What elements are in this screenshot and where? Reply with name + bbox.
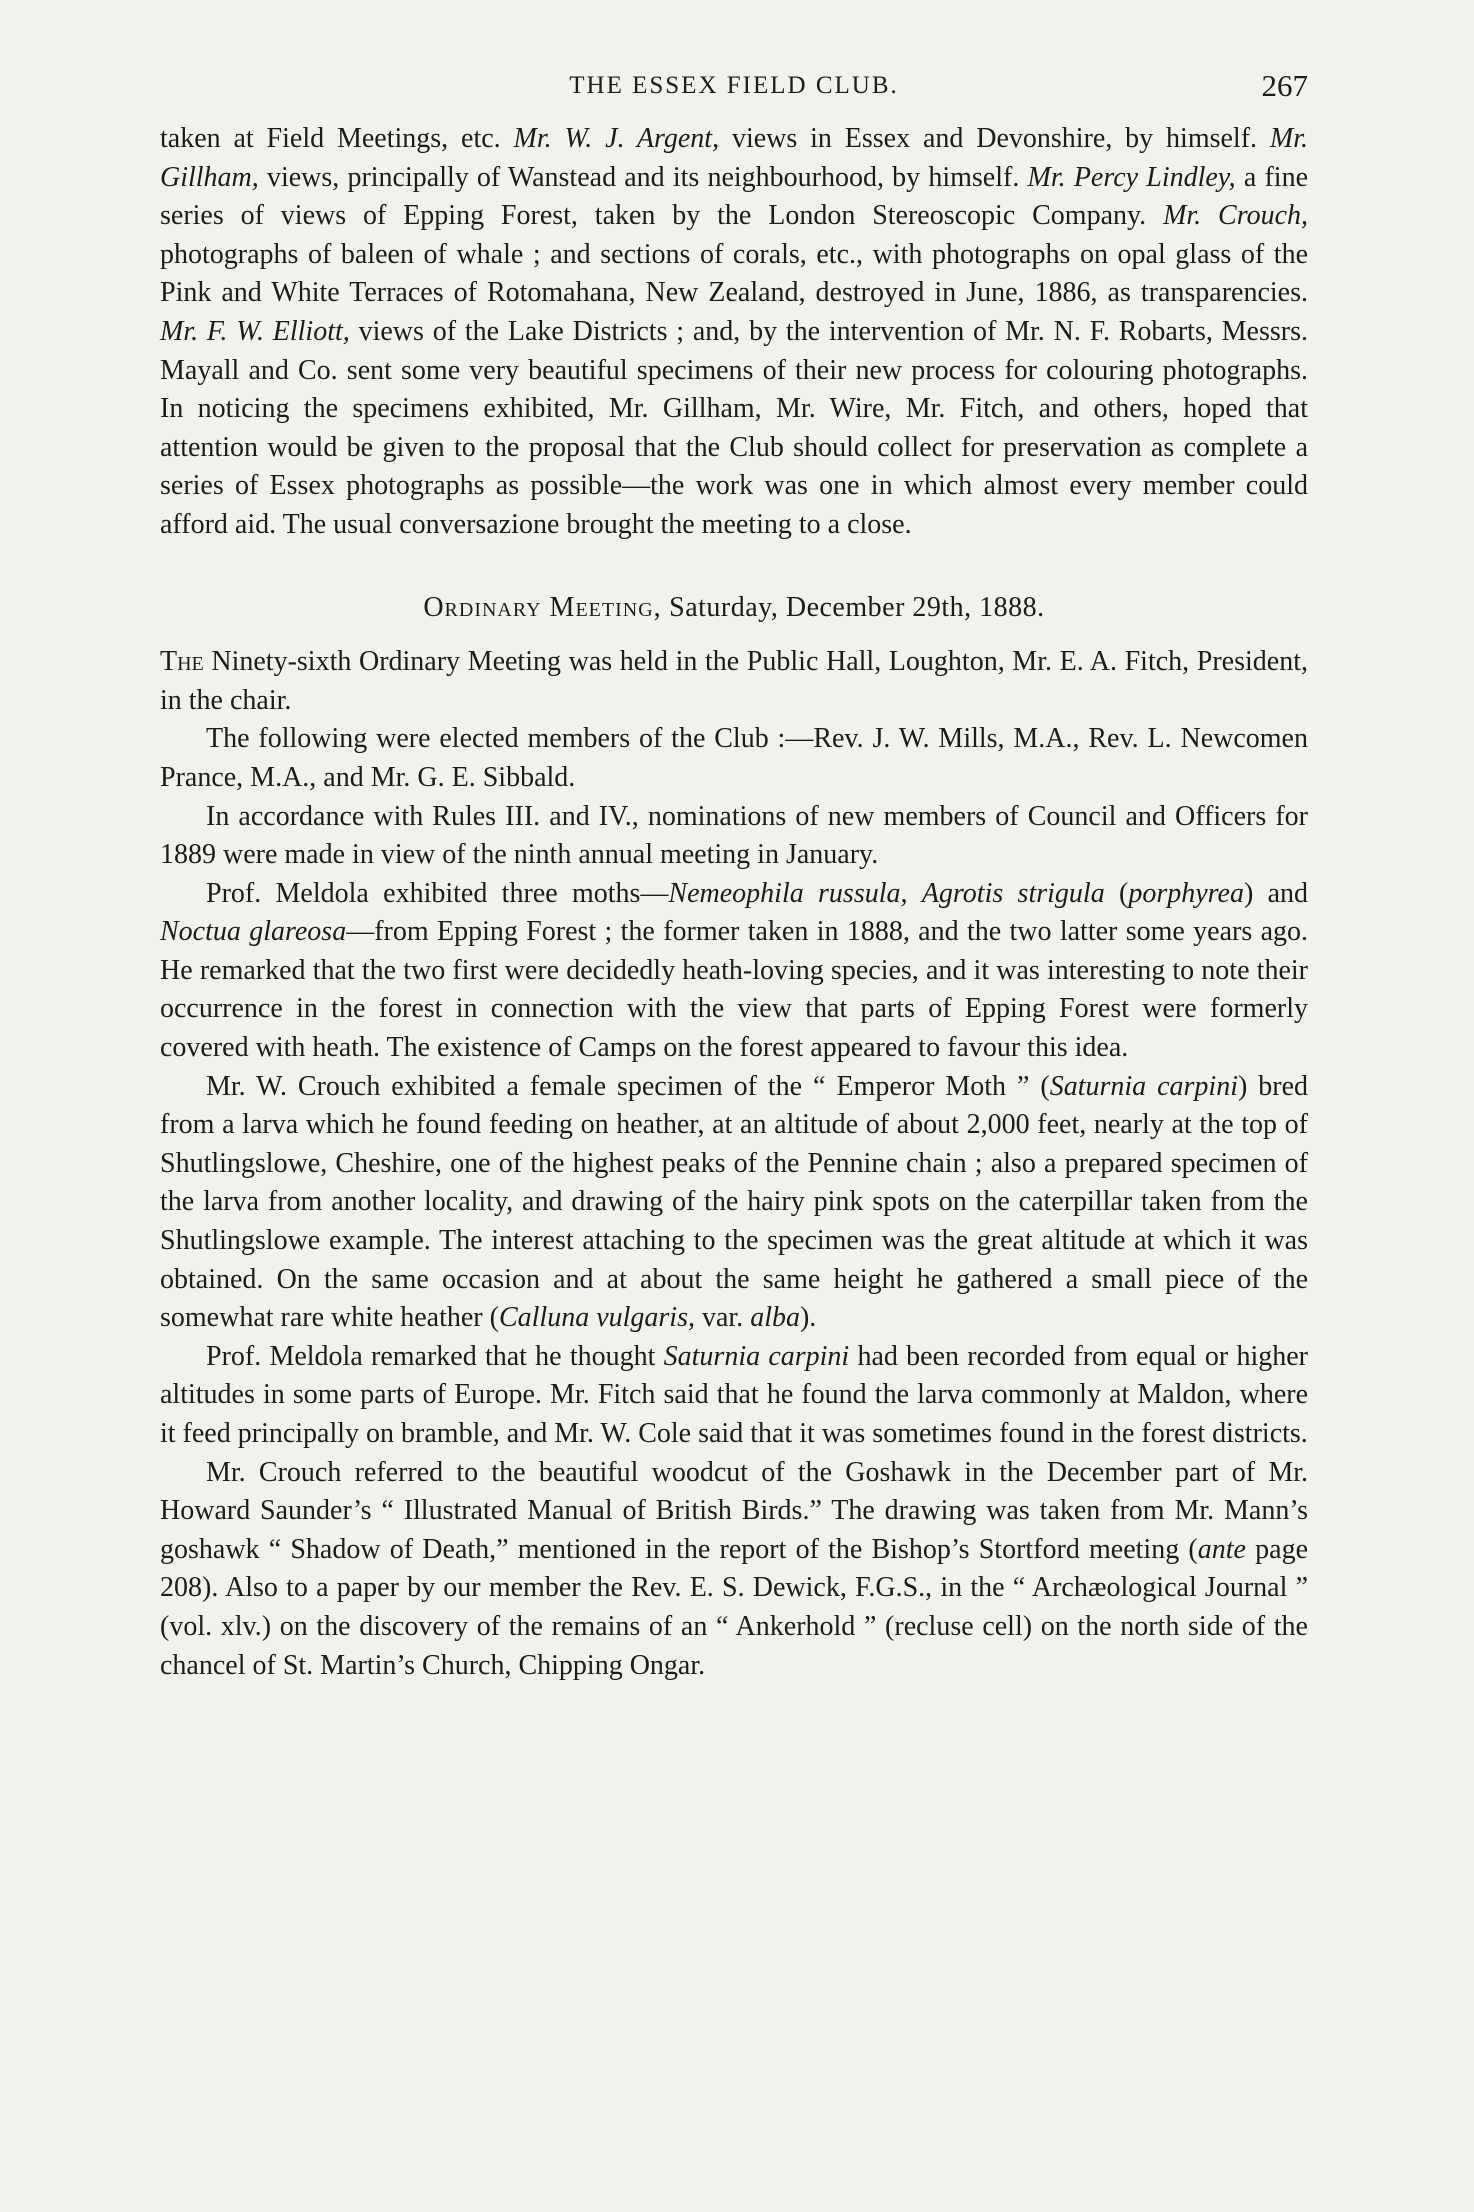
paragraph-crouch-goshawk: Mr. Crouch referred to the beautiful woodcut of the Goshawk in the December part of Mr. Howard Saunder’s “ Illustrated Manual of British Birds.” The drawing was taken from Mr. Mann’s goshawk “ Shadow of Death,” mentioned in the report of the Bishop’s Stortford meeting (ante page 208). Also to a paper by our member the Rev. E. S. Dewick, F.G.S., in the “ Archæological Journal ” (vol. xlv.) on the discovery of the remains of an “ Ankerhold ” (recluse cell) on the north side of the chancel of St. Martin’s Church, Chipping Ongar. [160, 1456, 1309, 1681]
paragraph-meeting-opening: The Ninety-sixth Ordinary Meeting was held in the Public Hall, Loughton, Mr. E. A. Fitch, President, in the chair. [160, 646, 1308, 716]
paragraph-meldola-moths: Prof. Meldola exhibited three moths—Nemeophila russula, Agrotis strigula (porphyrea) and Noctua glareosa—from Epping Forest ; the former taken in 1888, and the two latter some years ago. He remarked that the two first were decidedly heath-loving species, and it was interesting to note their occurrence in the forest in connection with the view that parts of Epping Forest were formerly covered with heath. The existence of Camps on the forest appeared to favour this idea. [160, 877, 1309, 1064]
paragraph-meldola-remark: Prof. Meldola remarked that he thought Saturnia carpini had been recorded from equal or higher altitudes in some parts of Europe. Mr. Fitch said that he found the larva commonly at Maldon, where it feed principally on bramble, and Mr. W. Cole said that it was sometimes found in the forest districts. [160, 1340, 1308, 1449]
page-number: 267 [1261, 68, 1308, 103]
page [160, 68, 1308, 1685]
meeting-heading-label: Ordinary Meeting, [423, 591, 662, 623]
meeting-heading [160, 589, 1308, 628]
paragraph-crouch-emperor-moth: Mr. W. Crouch exhibited a female specimen of the “ Emperor Moth ” (Saturnia carpini) bred from a larva which he found feeding on heather, at an altitude of about 2,000 feet, nearly at the top of Shutlingslowe, Cheshire, one of the highest peaks of the Pennine chain ; also a prepared specimen of the larva from another locality, and drawing of the hairy pink spots on the caterpillar taken from the Shutlingslowe example. The interest attaching to the specimen was the great altitude at which it was obtained. On the same occasion and at about the same height he gathered a small piece of the somewhat rare white heather (Calluna vulgaris, var. alba). [160, 1070, 1309, 1334]
running-title: THE ESSEX FIELD CLUB. [569, 72, 899, 99]
running-head [160, 68, 1308, 120]
paragraph-exhibits: taken at Field Meetings, etc. Mr. W. J. Argent, views in Essex and Devonshire, by himself. Mr. Gillham, views, principally of Wanstead and its neighbourhood, by himself. Mr. Percy Lindley, a fine series of views of Epping Forest, taken by the London Stereoscopic Company. Mr. Crouch, photographs of baleen of whale ; and sections of corals, etc., with photographs on opal glass of the Pink and White Terraces of Rotomahana, New Zealand, destroyed in June, 1886, as transparencies. Mr. F. W. Elliott, views of the Lake Districts ; and, by the intervention of Mr. N. F. Robarts, Messrs. Mayall and Co. sent some very beautiful specimens of their new process for colouring photographs. In noticing the specimens exhibited, Mr. Gillham, Mr. Wire, Mr. Fitch, and others, hoped that attention would be given to the proposal that the Club should collect for preservation as complete a series of Essex photographs as possible—the work was one in which almost every member could afford aid. The usual conversazione brought the meeting to a close. [160, 123, 1309, 540]
paragraph-nominations: In accordance with Rules III. and IV., nominations of new members of Council and Officers for 1889 were made in view of the ninth annual meeting in January. [160, 800, 1308, 871]
paragraph-first-word: The [160, 646, 204, 678]
meeting-heading-date: Saturday, December 29th, 1888. [661, 591, 1045, 623]
paragraph-elected-members: The following were elected members of the Club :—Rev. J. W. Mills, M.A., Rev. L. Newcomen Prance, M.A., and Mr. G. E. Sibbald. [160, 723, 1308, 793]
